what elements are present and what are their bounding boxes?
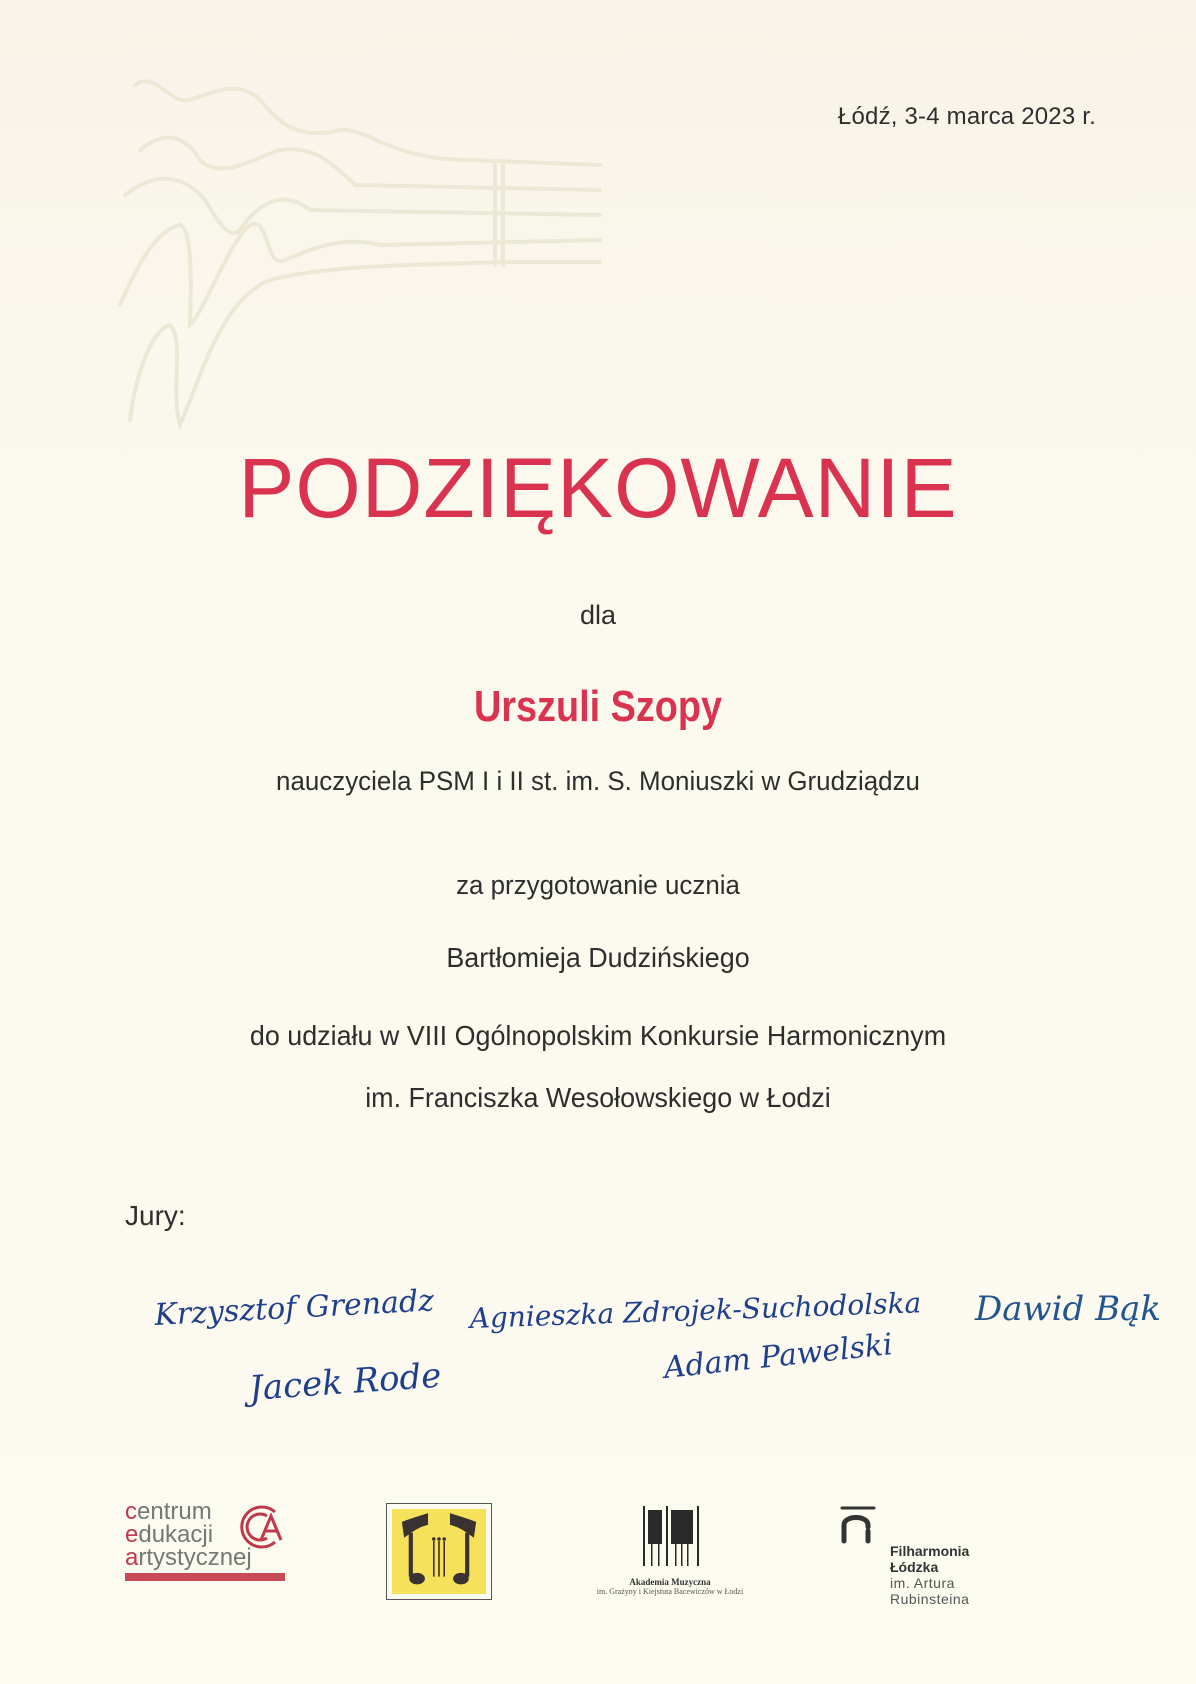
student-name: Bartłomieja Dudzińskiego: [446, 942, 750, 973]
am-piano-keys-icon: [635, 1500, 705, 1570]
reason-intro: za przygotowanie ucznia: [456, 870, 740, 900]
filharmonia-arch-icon: [838, 1505, 878, 1545]
am-name: Akademia Muzyczna: [629, 1577, 711, 1587]
signature-3: Dawid Bąk: [975, 1289, 1161, 1329]
recipient-name: Urszuli Szopy: [473, 682, 723, 731]
cea-monogram-icon: [237, 1502, 287, 1552]
filharmonia-line-2: Łódzka: [890, 1559, 939, 1575]
cea-line-3: artystycznej: [125, 1544, 252, 1571]
jury-signatures: [0, 1280, 1196, 1500]
filharmonia-line-1: Filharmonia: [890, 1543, 970, 1559]
signature-2: Agnieszka Zdrojek-Suchodolska: [469, 1286, 922, 1335]
music-staff-watermark-icon: [110, 50, 610, 450]
cea-line-1: centrum: [125, 1498, 212, 1525]
cea-underline-bar: [125, 1573, 285, 1581]
signature-1: Krzysztof Grenadz: [153, 1283, 435, 1333]
cea-line-2: edukacji: [125, 1521, 214, 1548]
filharmonia-line-3: im. Artura: [890, 1575, 955, 1591]
cea-logo: [125, 1500, 295, 1595]
signature-4: Jacek Rode: [247, 1355, 443, 1409]
place-date: Łódź, 3-4 marca 2023 r.: [837, 103, 1096, 130]
certificate-title: PODZIĘKOWANIE: [238, 441, 958, 535]
akademia-muzyczna-logo: [570, 1500, 770, 1610]
for-word: dla: [579, 600, 617, 630]
jury-label: Jury:: [125, 1200, 186, 1231]
contest-line-2: im. Franciszka Wesołowskiego w Łodzi: [365, 1082, 831, 1113]
filharmonia-line-4: Rubinsteina: [890, 1591, 970, 1607]
contest-line-1: do udziału w VIII Ogólnopolskim Konkursie Harmonicznym: [249, 1020, 947, 1051]
music-school-lyre-logo: [386, 1503, 492, 1600]
recipient-role: nauczyciela PSM I i II st. im. S. Moniuszki w Grudziądzu: [276, 766, 920, 796]
filharmonia-lodzka-logo: [838, 1505, 1038, 1605]
signature-5: Adam Pawelski: [662, 1327, 895, 1386]
lyre-notes-icon: [392, 1509, 486, 1594]
am-subtitle: im. Grażyny i Kiejstuta Bacewiczów w Łodzi: [596, 1587, 744, 1596]
